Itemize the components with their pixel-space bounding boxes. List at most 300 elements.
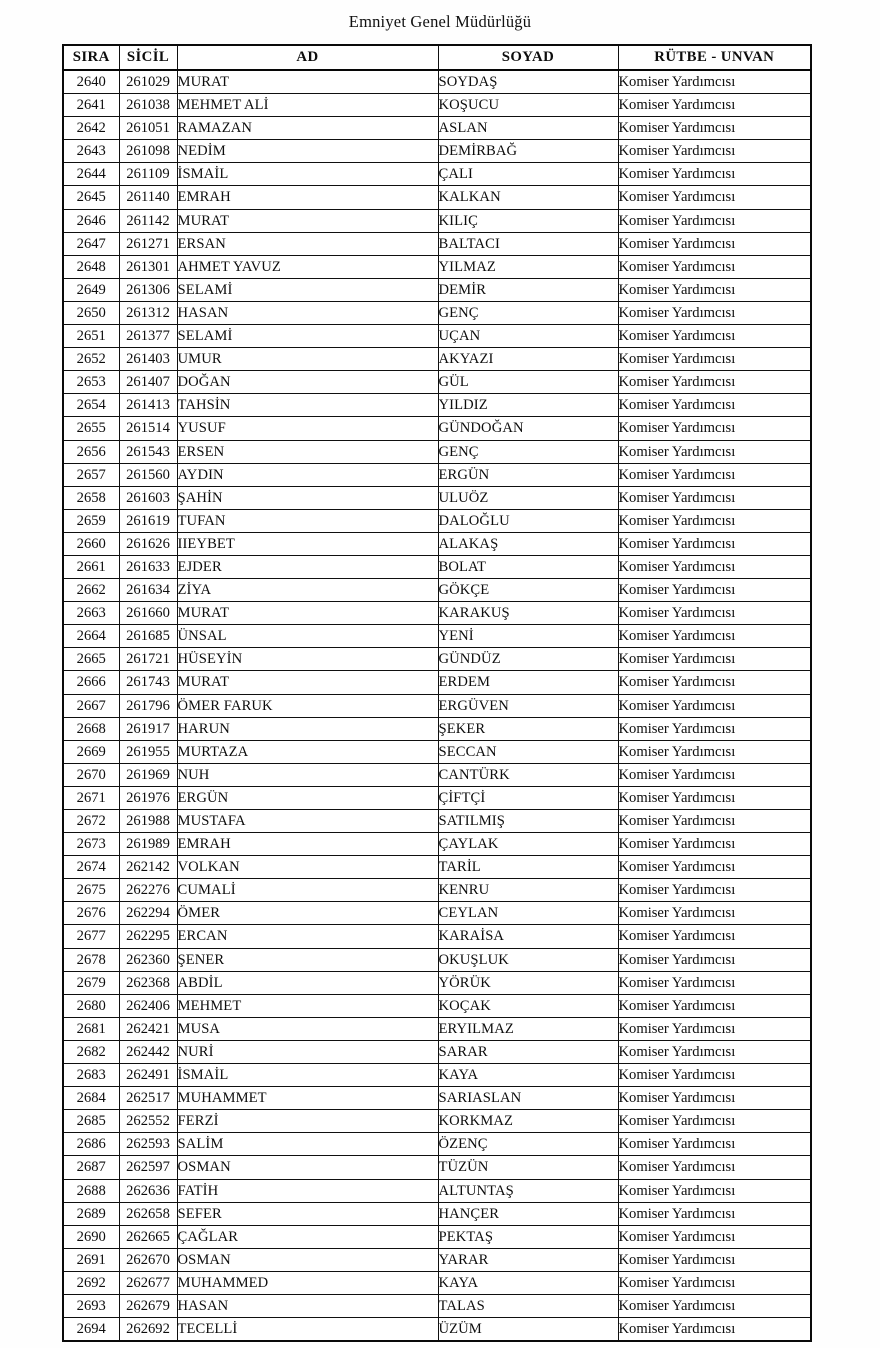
cell-rutbe: Komiser Yardımcısı <box>618 717 811 740</box>
cell-rutbe: Komiser Yardımcısı <box>618 879 811 902</box>
cell-sira: 2664 <box>63 625 119 648</box>
cell-ad: HARUN <box>177 717 438 740</box>
cell-rutbe: Komiser Yardımcısı <box>618 94 811 117</box>
cell-sira: 2655 <box>63 417 119 440</box>
cell-sicil: 262294 <box>119 902 177 925</box>
table-row <box>63 925 811 948</box>
cell-soyad: YILMAZ <box>438 255 618 278</box>
cell-soyad: KENRU <box>438 879 618 902</box>
table-row <box>63 786 811 809</box>
cell-sira: 2647 <box>63 232 119 255</box>
cell-soyad: GENÇ <box>438 440 618 463</box>
cell-ad: OSMAN <box>177 1156 438 1179</box>
cell-rutbe: Komiser Yardımcısı <box>618 394 811 417</box>
cell-sicil: 261271 <box>119 232 177 255</box>
cell-rutbe: Komiser Yardımcısı <box>618 278 811 301</box>
cell-ad: ZİYA <box>177 579 438 602</box>
cell-rutbe: Komiser Yardımcısı <box>618 763 811 786</box>
cell-soyad: KARAİSA <box>438 925 618 948</box>
table-row <box>63 555 811 578</box>
cell-sicil: 261514 <box>119 417 177 440</box>
cell-sira: 2648 <box>63 255 119 278</box>
cell-sira: 2645 <box>63 186 119 209</box>
cell-rutbe: Komiser Yardımcısı <box>618 602 811 625</box>
cell-rutbe: Komiser Yardımcısı <box>618 1202 811 1225</box>
cell-sira: 2656 <box>63 440 119 463</box>
table-row <box>63 1248 811 1271</box>
table-row <box>63 1156 811 1179</box>
cell-soyad: KARAKUŞ <box>438 602 618 625</box>
cell-ad: NUH <box>177 763 438 786</box>
table-row <box>63 1271 811 1294</box>
cell-rutbe: Komiser Yardımcısı <box>618 902 811 925</box>
cell-ad: ŞENER <box>177 948 438 971</box>
cell-soyad: SATILMIŞ <box>438 810 618 833</box>
cell-soyad: YENİ <box>438 625 618 648</box>
column-header-rutbe: RÜTBE - UNVAN <box>618 45 811 70</box>
cell-sira: 2663 <box>63 602 119 625</box>
cell-sicil: 261685 <box>119 625 177 648</box>
cell-ad: TAHSİN <box>177 394 438 417</box>
cell-soyad: PEKTAŞ <box>438 1225 618 1248</box>
table-row <box>63 856 811 879</box>
cell-rutbe: Komiser Yardımcısı <box>618 440 811 463</box>
table-row <box>63 486 811 509</box>
cell-sicil: 262517 <box>119 1087 177 1110</box>
table-row <box>63 1087 811 1110</box>
cell-soyad: TARİL <box>438 856 618 879</box>
cell-sira: 2642 <box>63 117 119 140</box>
cell-rutbe: Komiser Yardımcısı <box>618 925 811 948</box>
cell-soyad: ÇALI <box>438 163 618 186</box>
cell-soyad: GÜL <box>438 371 618 394</box>
cell-soyad: KAYA <box>438 1271 618 1294</box>
cell-rutbe: Komiser Yardımcısı <box>618 117 811 140</box>
cell-soyad: DEMİRBAĞ <box>438 140 618 163</box>
cell-ad: HASAN <box>177 301 438 324</box>
cell-soyad: ŞEKER <box>438 717 618 740</box>
cell-ad: MUHAMMED <box>177 1271 438 1294</box>
cell-soyad: DEMİR <box>438 278 618 301</box>
cell-sira: 2669 <box>63 740 119 763</box>
cell-sicil: 261955 <box>119 740 177 763</box>
cell-ad: ERGÜN <box>177 786 438 809</box>
cell-sicil: 261969 <box>119 763 177 786</box>
cell-rutbe: Komiser Yardımcısı <box>618 509 811 532</box>
cell-soyad: TALAS <box>438 1294 618 1317</box>
cell-sira: 2649 <box>63 278 119 301</box>
cell-soyad: BALTACI <box>438 232 618 255</box>
cell-rutbe: Komiser Yardımcısı <box>618 740 811 763</box>
cell-rutbe: Komiser Yardımcısı <box>618 232 811 255</box>
cell-sicil: 261619 <box>119 509 177 532</box>
cell-ad: AHMET YAVUZ <box>177 255 438 278</box>
table-row <box>63 740 811 763</box>
table-row <box>63 879 811 902</box>
cell-sicil: 261306 <box>119 278 177 301</box>
cell-sira: 2661 <box>63 555 119 578</box>
table-row <box>63 994 811 1017</box>
cell-rutbe: Komiser Yardımcısı <box>618 1318 811 1342</box>
table-row <box>63 902 811 925</box>
cell-ad: FERZİ <box>177 1110 438 1133</box>
table-row <box>63 625 811 648</box>
cell-sicil: 261413 <box>119 394 177 417</box>
table-row <box>63 440 811 463</box>
table-row <box>63 70 811 94</box>
table-row <box>63 140 811 163</box>
cell-soyad: HANÇER <box>438 1202 618 1225</box>
cell-sicil: 261976 <box>119 786 177 809</box>
cell-soyad: ERYILMAZ <box>438 1017 618 1040</box>
table-header-row <box>63 45 811 70</box>
cell-rutbe: Komiser Yardımcısı <box>618 325 811 348</box>
cell-ad: ÖMER <box>177 902 438 925</box>
cell-sira: 2684 <box>63 1087 119 1110</box>
cell-sicil: 261051 <box>119 117 177 140</box>
cell-rutbe: Komiser Yardımcısı <box>618 648 811 671</box>
cell-sicil: 261988 <box>119 810 177 833</box>
cell-ad: OSMAN <box>177 1248 438 1271</box>
table-row <box>63 232 811 255</box>
cell-soyad: SARAR <box>438 1040 618 1063</box>
cell-sira: 2654 <box>63 394 119 417</box>
cell-soyad: KOŞUCU <box>438 94 618 117</box>
cell-sicil: 261560 <box>119 463 177 486</box>
table-row <box>63 255 811 278</box>
cell-sira: 2670 <box>63 763 119 786</box>
cell-sicil: 261603 <box>119 486 177 509</box>
cell-sicil: 262658 <box>119 1202 177 1225</box>
cell-sira: 2679 <box>63 971 119 994</box>
table-row <box>63 1179 811 1202</box>
cell-sira: 2694 <box>63 1318 119 1342</box>
cell-sira: 2682 <box>63 1040 119 1063</box>
cell-soyad: YARAR <box>438 1248 618 1271</box>
cell-ad: DOĞAN <box>177 371 438 394</box>
table-row <box>63 1040 811 1063</box>
table-header <box>63 45 811 70</box>
cell-rutbe: Komiser Yardımcısı <box>618 1179 811 1202</box>
cell-ad: FATİH <box>177 1179 438 1202</box>
cell-rutbe: Komiser Yardımcısı <box>618 463 811 486</box>
cell-soyad: ASLAN <box>438 117 618 140</box>
cell-sicil: 261142 <box>119 209 177 232</box>
cell-ad: EJDER <box>177 555 438 578</box>
cell-sicil: 261660 <box>119 602 177 625</box>
cell-soyad: SARIASLAN <box>438 1087 618 1110</box>
table-row <box>63 763 811 786</box>
cell-soyad: GENÇ <box>438 301 618 324</box>
cell-sicil: 262406 <box>119 994 177 1017</box>
table-row <box>63 717 811 740</box>
cell-soyad: ERDEM <box>438 671 618 694</box>
cell-rutbe: Komiser Yardımcısı <box>618 994 811 1017</box>
cell-sicil: 261029 <box>119 70 177 94</box>
cell-rutbe: Komiser Yardımcısı <box>618 671 811 694</box>
table-row <box>63 602 811 625</box>
cell-soyad: BOLAT <box>438 555 618 578</box>
cell-soyad: ALTUNTAŞ <box>438 1179 618 1202</box>
table-row <box>63 1064 811 1087</box>
cell-soyad: TÜZÜN <box>438 1156 618 1179</box>
cell-ad: ABDİL <box>177 971 438 994</box>
table-row <box>63 532 811 555</box>
cell-ad: UMUR <box>177 348 438 371</box>
cell-sira: 2667 <box>63 694 119 717</box>
cell-rutbe: Komiser Yardımcısı <box>618 209 811 232</box>
cell-soyad: UÇAN <box>438 325 618 348</box>
cell-sicil: 262677 <box>119 1271 177 1294</box>
cell-ad: ERSAN <box>177 232 438 255</box>
cell-sicil: 262368 <box>119 971 177 994</box>
cell-rutbe: Komiser Yardımcısı <box>618 1064 811 1087</box>
cell-sira: 2676 <box>63 902 119 925</box>
cell-sicil: 262295 <box>119 925 177 948</box>
cell-rutbe: Komiser Yardımcısı <box>618 348 811 371</box>
cell-sicil: 262552 <box>119 1110 177 1133</box>
cell-ad: MEHMET <box>177 994 438 1017</box>
table-row <box>63 1225 811 1248</box>
cell-ad: ŞAHİN <box>177 486 438 509</box>
cell-ad: MURAT <box>177 602 438 625</box>
cell-rutbe: Komiser Yardımcısı <box>618 971 811 994</box>
cell-ad: EMRAH <box>177 186 438 209</box>
cell-soyad: YILDIZ <box>438 394 618 417</box>
cell-sira: 2658 <box>63 486 119 509</box>
column-header-sira: SIRA <box>63 45 119 70</box>
table-row <box>63 94 811 117</box>
cell-rutbe: Komiser Yardımcısı <box>618 1110 811 1133</box>
cell-sira: 2675 <box>63 879 119 902</box>
table-row <box>63 648 811 671</box>
cell-soyad: ULUÖZ <box>438 486 618 509</box>
cell-ad: ÇAĞLAR <box>177 1225 438 1248</box>
column-header-ad: AD <box>177 45 438 70</box>
cell-rutbe: Komiser Yardımcısı <box>618 948 811 971</box>
cell-rutbe: Komiser Yardımcısı <box>618 371 811 394</box>
cell-rutbe: Komiser Yardımcısı <box>618 301 811 324</box>
cell-soyad: CANTÜRK <box>438 763 618 786</box>
table-row <box>63 348 811 371</box>
cell-ad: MURAT <box>177 70 438 94</box>
cell-rutbe: Komiser Yardımcısı <box>618 486 811 509</box>
cell-sicil: 261407 <box>119 371 177 394</box>
cell-sira: 2681 <box>63 1017 119 1040</box>
cell-sira: 2671 <box>63 786 119 809</box>
cell-ad: ERCAN <box>177 925 438 948</box>
cell-sira: 2673 <box>63 833 119 856</box>
cell-sira: 2690 <box>63 1225 119 1248</box>
cell-sicil: 261109 <box>119 163 177 186</box>
cell-ad: ERSEN <box>177 440 438 463</box>
cell-rutbe: Komiser Yardımcısı <box>618 532 811 555</box>
cell-sicil: 261634 <box>119 579 177 602</box>
cell-ad: TUFAN <box>177 509 438 532</box>
cell-ad: NURİ <box>177 1040 438 1063</box>
table-row <box>63 579 811 602</box>
table-row <box>63 1110 811 1133</box>
cell-sira: 2657 <box>63 463 119 486</box>
cell-rutbe: Komiser Yardımcısı <box>618 255 811 278</box>
cell-soyad: YÖRÜK <box>438 971 618 994</box>
cell-sira: 2689 <box>63 1202 119 1225</box>
cell-soyad: ERGÜN <box>438 463 618 486</box>
cell-soyad: KOÇAK <box>438 994 618 1017</box>
cell-soyad: SECCAN <box>438 740 618 763</box>
cell-ad: ÖMER FARUK <box>177 694 438 717</box>
cell-ad: EMRAH <box>177 833 438 856</box>
table-row <box>63 463 811 486</box>
cell-sira: 2660 <box>63 532 119 555</box>
table-row <box>63 325 811 348</box>
cell-ad: TECELLİ <box>177 1318 438 1342</box>
cell-sicil: 261312 <box>119 301 177 324</box>
cell-soyad: ÇİFTÇİ <box>438 786 618 809</box>
cell-soyad: KILIÇ <box>438 209 618 232</box>
cell-sicil: 262665 <box>119 1225 177 1248</box>
table-row <box>63 209 811 232</box>
cell-sicil: 262421 <box>119 1017 177 1040</box>
cell-sicil: 261796 <box>119 694 177 717</box>
cell-sira: 2692 <box>63 1271 119 1294</box>
cell-sicil: 262142 <box>119 856 177 879</box>
cell-rutbe: Komiser Yardımcısı <box>618 1156 811 1179</box>
cell-rutbe: Komiser Yardımcısı <box>618 786 811 809</box>
cell-ad: VOLKAN <box>177 856 438 879</box>
cell-soyad: GÜNDOĞAN <box>438 417 618 440</box>
cell-rutbe: Komiser Yardımcısı <box>618 163 811 186</box>
table-body <box>63 70 811 1341</box>
table-row <box>63 186 811 209</box>
cell-ad: SALİM <box>177 1133 438 1156</box>
cell-sira: 2640 <box>63 70 119 94</box>
cell-ad: MUSTAFA <box>177 810 438 833</box>
cell-sicil: 261140 <box>119 186 177 209</box>
cell-rutbe: Komiser Yardımcısı <box>618 1248 811 1271</box>
table-row <box>63 278 811 301</box>
cell-ad: IIEYBET <box>177 532 438 555</box>
cell-sira: 2646 <box>63 209 119 232</box>
cell-sicil: 261721 <box>119 648 177 671</box>
table-row <box>63 948 811 971</box>
cell-sira: 2652 <box>63 348 119 371</box>
cell-sira: 2644 <box>63 163 119 186</box>
table-row <box>63 1133 811 1156</box>
cell-ad: SELAMİ <box>177 325 438 348</box>
cell-sira: 2651 <box>63 325 119 348</box>
cell-sira: 2691 <box>63 1248 119 1271</box>
column-header-soyad: SOYAD <box>438 45 618 70</box>
cell-rutbe: Komiser Yardımcısı <box>618 625 811 648</box>
cell-rutbe: Komiser Yardımcısı <box>618 1017 811 1040</box>
cell-sira: 2665 <box>63 648 119 671</box>
cell-rutbe: Komiser Yardımcısı <box>618 186 811 209</box>
cell-ad: HASAN <box>177 1294 438 1317</box>
cell-sicil: 262597 <box>119 1156 177 1179</box>
table-row <box>63 117 811 140</box>
cell-ad: MURAT <box>177 671 438 694</box>
cell-soyad: OKUŞLUK <box>438 948 618 971</box>
cell-rutbe: Komiser Yardımcısı <box>618 140 811 163</box>
cell-sicil: 261038 <box>119 94 177 117</box>
cell-sira: 2672 <box>63 810 119 833</box>
cell-rutbe: Komiser Yardımcısı <box>618 810 811 833</box>
cell-sira: 2659 <box>63 509 119 532</box>
cell-sicil: 262491 <box>119 1064 177 1087</box>
table-row <box>63 163 811 186</box>
cell-soyad: GÜNDÜZ <box>438 648 618 671</box>
cell-sicil: 261989 <box>119 833 177 856</box>
column-header-sicil: SİCİL <box>119 45 177 70</box>
table-row <box>63 1202 811 1225</box>
cell-rutbe: Komiser Yardımcısı <box>618 1294 811 1317</box>
personnel-roster-table <box>62 44 812 1342</box>
cell-rutbe: Komiser Yardımcısı <box>618 579 811 602</box>
cell-sicil: 262670 <box>119 1248 177 1271</box>
cell-sira: 2641 <box>63 94 119 117</box>
cell-ad: MURTAZA <box>177 740 438 763</box>
cell-rutbe: Komiser Yardımcısı <box>618 856 811 879</box>
cell-ad: YUSUF <box>177 417 438 440</box>
table-row <box>63 971 811 994</box>
cell-soyad: DALOĞLU <box>438 509 618 532</box>
cell-ad: SEFER <box>177 1202 438 1225</box>
cell-sira: 2662 <box>63 579 119 602</box>
cell-sira: 2653 <box>63 371 119 394</box>
cell-sicil: 262360 <box>119 948 177 971</box>
table-row <box>63 371 811 394</box>
cell-ad: ÜNSAL <box>177 625 438 648</box>
cell-sira: 2668 <box>63 717 119 740</box>
cell-ad: RAMAZAN <box>177 117 438 140</box>
cell-sicil: 261403 <box>119 348 177 371</box>
table-row <box>63 509 811 532</box>
cell-sicil: 261743 <box>119 671 177 694</box>
cell-rutbe: Komiser Yardımcısı <box>618 555 811 578</box>
cell-ad: SELAMİ <box>177 278 438 301</box>
cell-soyad: ÖZENÇ <box>438 1133 618 1156</box>
cell-sicil: 261633 <box>119 555 177 578</box>
cell-sira: 2693 <box>63 1294 119 1317</box>
table-row <box>63 694 811 717</box>
table-row <box>63 833 811 856</box>
cell-sicil: 262442 <box>119 1040 177 1063</box>
cell-rutbe: Komiser Yardımcısı <box>618 1040 811 1063</box>
table-row <box>63 1318 811 1342</box>
cell-sira: 2688 <box>63 1179 119 1202</box>
cell-ad: AYDIN <box>177 463 438 486</box>
cell-sira: 2643 <box>63 140 119 163</box>
cell-ad: HÜSEYİN <box>177 648 438 671</box>
cell-sicil: 261098 <box>119 140 177 163</box>
roster-table-container <box>62 44 810 1342</box>
cell-soyad: ERGÜVEN <box>438 694 618 717</box>
cell-sira: 2687 <box>63 1156 119 1179</box>
cell-sicil: 261543 <box>119 440 177 463</box>
cell-ad: MUSA <box>177 1017 438 1040</box>
cell-ad: MEHMET ALİ <box>177 94 438 117</box>
cell-soyad: ÇAYLAK <box>438 833 618 856</box>
cell-rutbe: Komiser Yardımcısı <box>618 833 811 856</box>
cell-sicil: 262679 <box>119 1294 177 1317</box>
cell-rutbe: Komiser Yardımcısı <box>618 1087 811 1110</box>
cell-soyad: KALKAN <box>438 186 618 209</box>
table-row <box>63 671 811 694</box>
table-row <box>63 417 811 440</box>
cell-soyad: ÜZÜM <box>438 1318 618 1342</box>
cell-sicil: 262692 <box>119 1318 177 1342</box>
